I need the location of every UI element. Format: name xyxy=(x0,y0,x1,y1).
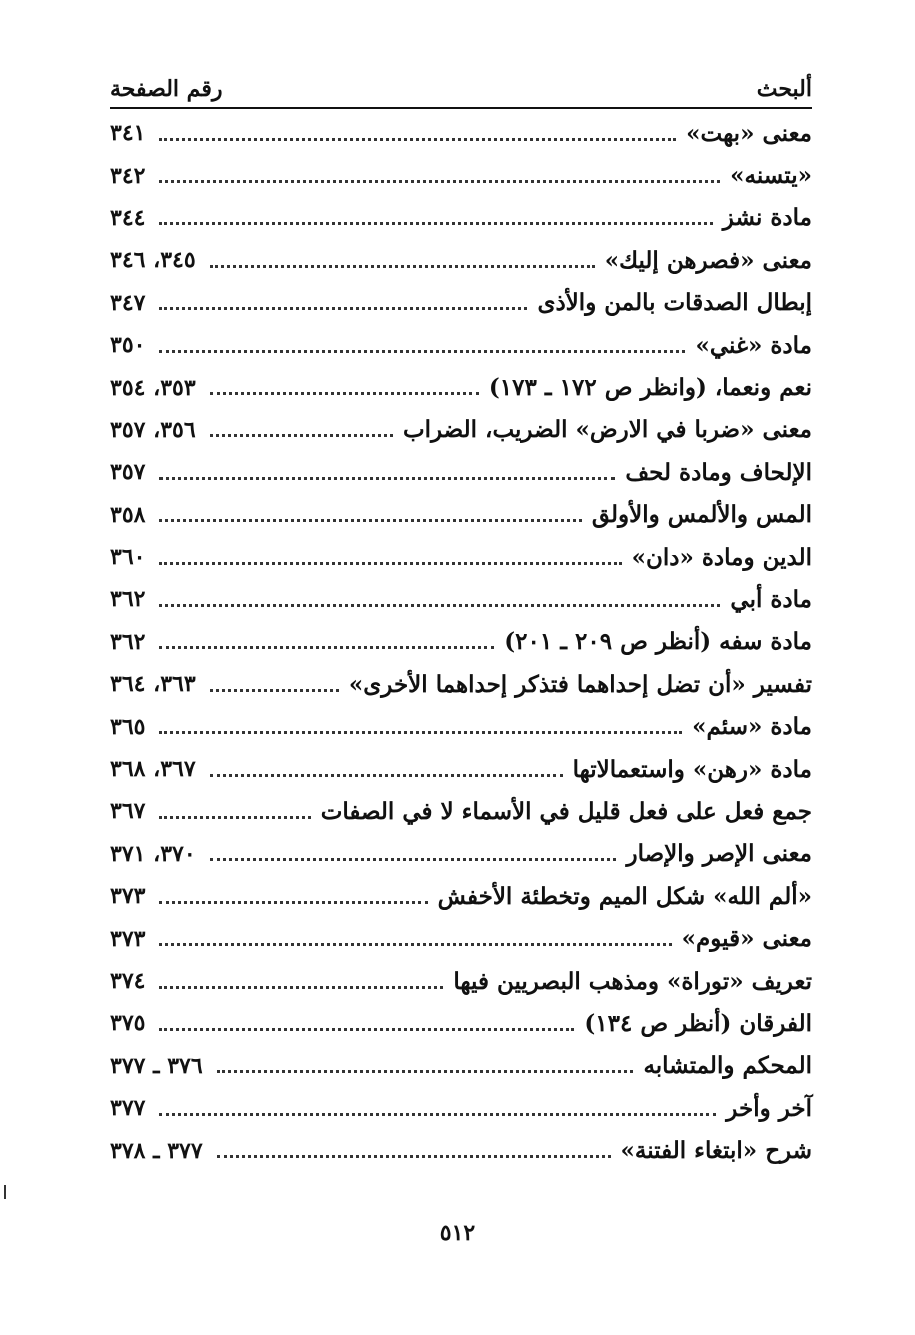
entry-pages: ٣٦٢ xyxy=(110,628,146,655)
entry-title: مادة «رهن» واستعمالاتها xyxy=(572,755,812,783)
index-entry xyxy=(110,621,812,663)
entry-pages: ٣٤٤ xyxy=(110,204,146,231)
entry-title: مادة سفه (أنظر ص ٢٠٩ ـ ٢٠١) xyxy=(504,628,812,656)
entry-title: «يتسنه» xyxy=(730,162,812,190)
dot-leader xyxy=(159,220,712,225)
entry-pages: ٣٧٤ xyxy=(110,968,146,994)
page-header xyxy=(110,72,812,102)
entry-title: معنى «فصرهن إليك» xyxy=(604,246,812,274)
entry-title: نعم ونعما، (وانظر ص ١٧٢ ـ ١٧٣) xyxy=(488,374,812,402)
entry-title: الفرقان (أنظر ص ١٣٤) xyxy=(584,1009,812,1037)
index-entry xyxy=(110,790,812,832)
index-entry xyxy=(110,409,812,451)
dot-leader xyxy=(159,136,676,141)
dot-leader xyxy=(210,856,617,861)
entry-pages: ٣٤٢ xyxy=(110,162,146,189)
entry-title: جمع فعل على فعل قليل في الأسماء لا في الصفات xyxy=(320,797,812,825)
entry-title: معنى «ضربا في الارض» الضريب، الضراب xyxy=(402,416,812,444)
edge-mark xyxy=(4,1185,6,1199)
dot-leader xyxy=(159,475,615,480)
entry-pages: ٣٧٣ xyxy=(110,883,146,910)
entry-pages: ٣٧٥ xyxy=(110,1010,146,1037)
index-entry xyxy=(110,917,812,959)
index-entry xyxy=(110,536,812,578)
entry-title: آخر وأخر xyxy=(726,1094,812,1122)
dot-leader xyxy=(159,1111,716,1116)
dot-leader xyxy=(159,517,581,522)
index-entry xyxy=(110,705,812,747)
dot-leader xyxy=(217,1068,634,1073)
page-number: ٥١٢ xyxy=(439,1220,476,1246)
dot-leader xyxy=(210,432,393,437)
index-entry xyxy=(110,875,812,917)
index-entry xyxy=(110,197,812,239)
dot-leader xyxy=(210,390,479,395)
entry-pages: ٣٥٠ xyxy=(110,332,146,359)
index-entry xyxy=(110,451,812,493)
dot-leader xyxy=(210,263,595,268)
entry-title: الدين ومادة «دان» xyxy=(631,543,812,571)
index-entry xyxy=(110,833,812,875)
entry-title: مادة «سئم» xyxy=(692,713,812,741)
index-entry xyxy=(110,366,812,408)
entry-title: معنى الإصر والإصار xyxy=(626,840,812,868)
entry-pages: ٣٥٦، ٣٥٧ xyxy=(110,416,196,443)
dot-leader xyxy=(159,178,720,183)
index-entry xyxy=(110,663,812,705)
index-entry xyxy=(110,1087,812,1129)
dot-leader xyxy=(159,899,427,904)
entry-pages: ٣٧٦ ـ ٣٧٧ xyxy=(110,1052,203,1079)
index-entry xyxy=(110,282,812,324)
dot-leader xyxy=(159,348,685,353)
entry-pages: ٣٦٠ xyxy=(110,544,146,571)
entry-pages: ٣٥٧ xyxy=(110,459,146,486)
dot-leader xyxy=(159,941,671,946)
dot-leader xyxy=(210,687,339,692)
dot-leader xyxy=(159,814,310,819)
dot-leader xyxy=(210,772,563,777)
entry-pages: ٣٦٧، ٣٦٨ xyxy=(110,756,196,783)
header-divider xyxy=(110,107,812,109)
entry-title: مادة أبي xyxy=(730,585,812,613)
entry-pages: ٣٧٣ xyxy=(110,925,146,952)
index-entry xyxy=(110,578,812,620)
index-list xyxy=(110,112,812,1172)
entry-title: تفسير «أن تضل إحداهما فتذكر إحداهما الأخرى» xyxy=(348,670,812,698)
entry-title: المحكم والمتشابه xyxy=(643,1052,812,1080)
header-page-label: رقم الصفحة xyxy=(110,76,223,102)
entry-pages: ٣٥٨ xyxy=(110,501,146,528)
index-entry xyxy=(110,1045,812,1087)
dot-leader xyxy=(159,984,443,989)
entry-pages: ٣٧٧ ـ ٣٧٨ xyxy=(110,1137,203,1164)
entry-title: إبطال الصدقات بالمن والأذى xyxy=(537,289,812,317)
dot-leader xyxy=(159,729,682,734)
entry-title: مادة نشز xyxy=(722,204,812,232)
entry-pages: ٣٤٧ xyxy=(110,289,146,316)
entry-title: شرح «ابتغاء الفتنة» xyxy=(620,1137,812,1165)
entry-title: الإلحاف ومادة لحف xyxy=(625,458,812,486)
index-entry xyxy=(110,154,812,196)
index-entry xyxy=(110,324,812,366)
index-entry xyxy=(110,960,812,1002)
entry-pages: ٣٧٠، ٣٧١ xyxy=(110,840,196,867)
dot-leader xyxy=(159,644,494,649)
dot-leader xyxy=(159,305,527,310)
entry-pages: ٣٦٢ xyxy=(110,586,146,613)
index-entry xyxy=(110,112,812,154)
entry-title: تعريف «توراة» ومذهب البصريين فيها xyxy=(453,967,812,995)
entry-pages: ٣٦٥ xyxy=(110,713,146,740)
dot-leader xyxy=(159,602,720,607)
index-entry xyxy=(110,494,812,536)
entry-title: المس والألمس والأولق xyxy=(591,501,812,529)
entry-title: «ألم الله» شكل الميم وتخطئة الأخفش xyxy=(437,882,812,910)
dot-leader xyxy=(217,1153,611,1158)
entry-pages: ٣٥٣، ٣٥٤ xyxy=(110,374,196,401)
header-topic-label: ألبحث xyxy=(756,76,812,102)
entry-pages: ٣٧٧ xyxy=(110,1095,146,1122)
index-entry xyxy=(110,1002,812,1044)
entry-pages: ٣٦٧ xyxy=(110,798,146,825)
entry-title: مادة «غني» xyxy=(695,331,812,359)
entry-pages: ٣٦٣، ٣٦٤ xyxy=(110,671,196,698)
entry-title: معنى «قيوم» xyxy=(681,925,812,953)
index-entry xyxy=(110,748,812,790)
index-entry xyxy=(110,239,812,281)
index-entry xyxy=(110,1129,812,1171)
entry-pages: ٣٤٥، ٣٤٦ xyxy=(110,247,196,274)
entry-title: معنى «بهت» xyxy=(686,119,812,147)
entry-pages: ٣٤١ xyxy=(110,120,146,147)
dot-leader xyxy=(159,560,621,565)
dot-leader xyxy=(159,1026,574,1031)
